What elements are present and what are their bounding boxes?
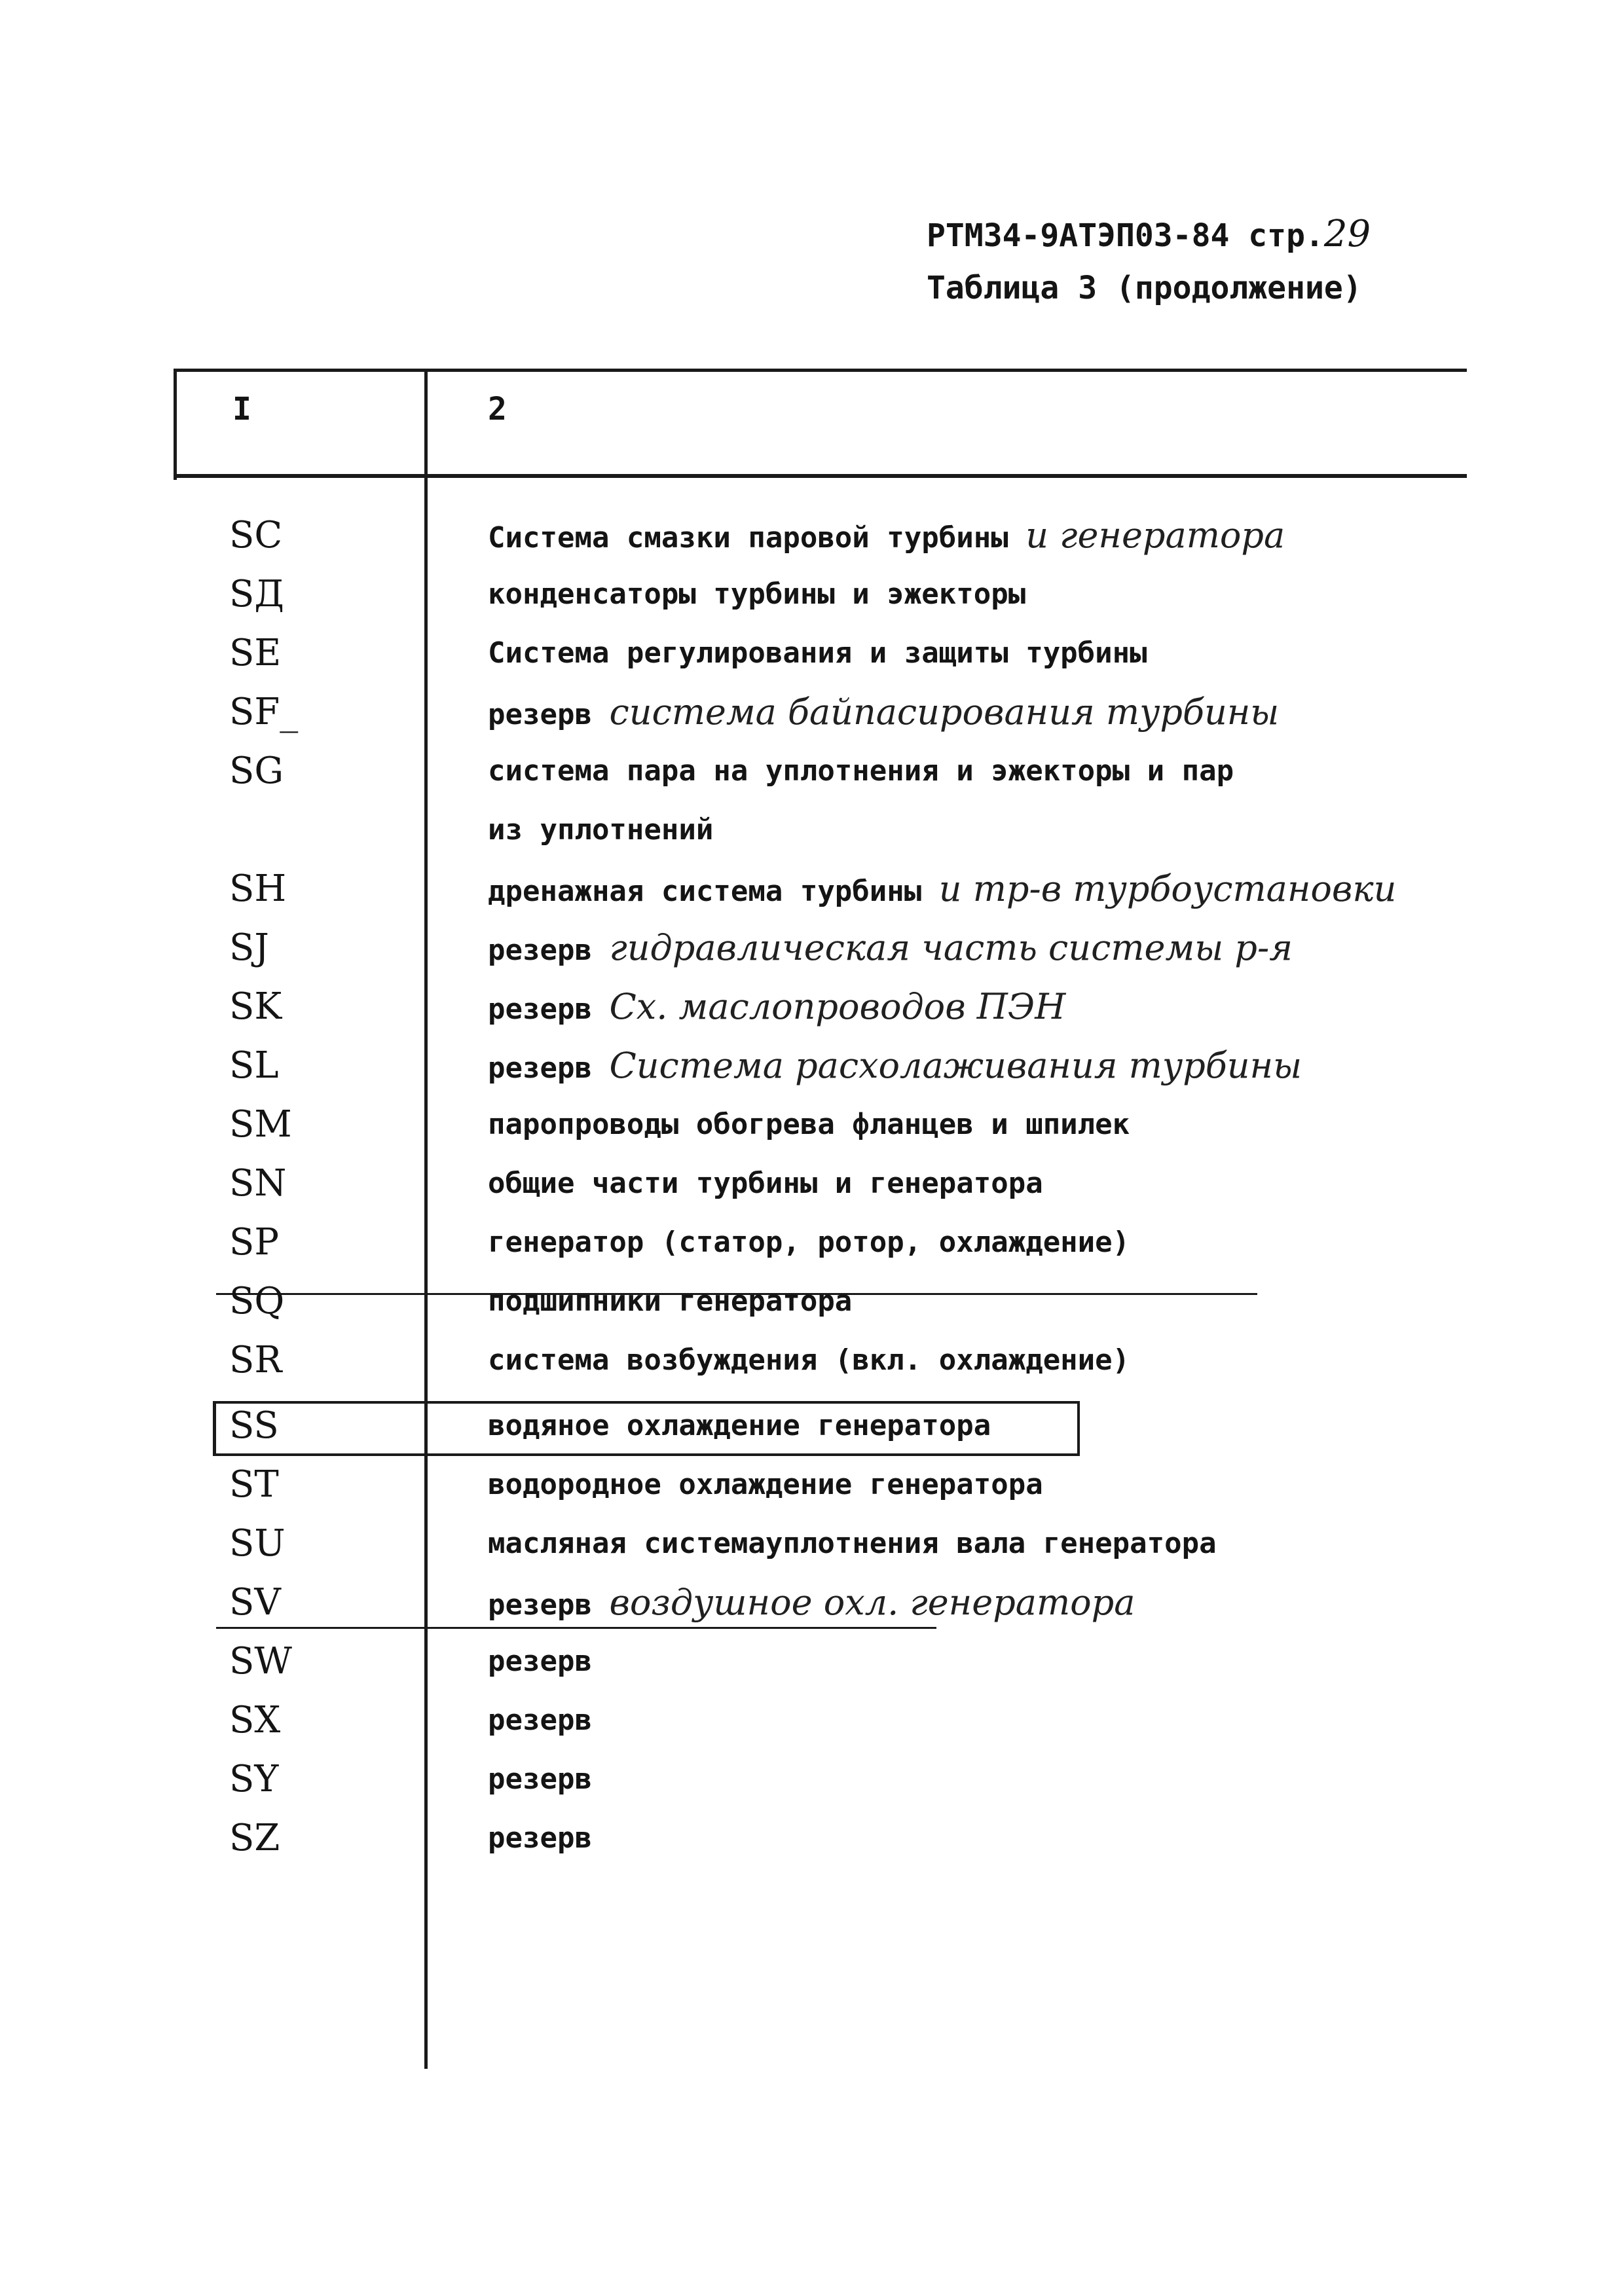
row-description xyxy=(488,869,1483,911)
row-description xyxy=(488,1760,1483,1799)
handwritten-note: Система расхолаживания турбины xyxy=(609,1045,1302,1086)
row-text: паропроводы обогрева фланцев и шпилек xyxy=(488,1108,1130,1141)
row-text: общие части турбины и генератора xyxy=(488,1167,1043,1200)
column-header-1: I xyxy=(232,391,251,428)
row-description xyxy=(488,634,1483,673)
row-description xyxy=(488,1583,1483,1625)
doc-code: РТМ34-9АТЭП03-84 стр. xyxy=(927,217,1324,254)
table-column-divider xyxy=(424,369,428,2069)
table-header-rule xyxy=(177,474,1467,478)
row-code: SД xyxy=(229,573,284,615)
row-code: SU xyxy=(229,1522,286,1565)
row-description xyxy=(488,1341,1483,1380)
row-text: резерв xyxy=(488,934,592,967)
row-text: резерв xyxy=(488,1704,592,1737)
row-code: SN xyxy=(229,1162,287,1205)
row-code: SZ xyxy=(229,1817,280,1859)
row-text: резерв xyxy=(488,1821,592,1855)
doc-code-line xyxy=(927,208,1490,262)
row-description xyxy=(488,1465,1483,1504)
row-text: система пара на уплотнения и эжекторы и пар xyxy=(488,754,1234,788)
row-text: конденсаторы турбины и эжекторы xyxy=(488,577,1026,611)
row-code: SL xyxy=(229,1044,279,1087)
row-code: SR xyxy=(229,1339,282,1381)
row-text: резерв xyxy=(488,1588,592,1622)
row-description xyxy=(488,1282,1483,1321)
row-description xyxy=(488,693,1483,735)
row-code: SS xyxy=(229,1404,279,1447)
row-text: подшипники генератора xyxy=(488,1285,853,1318)
row-description xyxy=(488,575,1483,614)
table-top-rule xyxy=(174,369,1467,372)
row-description xyxy=(488,1046,1483,1088)
row-code: SE xyxy=(229,632,282,674)
row-description xyxy=(488,928,1483,970)
column-header-2: 2 xyxy=(488,391,507,428)
row-code: SH xyxy=(229,867,287,910)
row-code: SY xyxy=(229,1758,279,1800)
row-code: SC xyxy=(229,514,283,556)
row-text: резерв xyxy=(488,1051,592,1085)
row-code: SQ xyxy=(229,1280,285,1322)
row-description-continuation xyxy=(488,811,1483,850)
row-description xyxy=(488,1524,1483,1563)
row-text: резерв xyxy=(488,698,592,731)
row-text: генератор (статор, ротор, охлаждение) xyxy=(488,1226,1130,1259)
handwritten-note: Сх. маслопроводов ПЭН xyxy=(609,986,1066,1027)
row-description xyxy=(488,1223,1483,1262)
row-code: SP xyxy=(229,1221,280,1264)
table-left-rule xyxy=(174,369,177,480)
row-text: масляная системауплотнения вала генератора xyxy=(488,1527,1217,1560)
row-text: водяное охлаждение генератора xyxy=(488,1409,991,1442)
row-description xyxy=(488,1642,1483,1681)
row-code: SJ xyxy=(229,926,269,969)
handwritten-note: и генератора xyxy=(1025,515,1285,556)
row-code: SF_ xyxy=(229,691,299,733)
page-number: 29 xyxy=(1323,213,1371,255)
row-description xyxy=(488,1105,1483,1144)
row-text: Система смазки паровой турбины xyxy=(488,521,1008,555)
row-text: дренажная система турбины xyxy=(488,875,922,908)
row-text: система возбуждения (вкл. охлаждение) xyxy=(488,1343,1130,1377)
handwritten-note: воздушное охл. генератора xyxy=(609,1582,1135,1623)
row-description xyxy=(488,1164,1483,1203)
row-text: резерв xyxy=(488,1762,592,1796)
row-text: резерв xyxy=(488,993,592,1026)
row-description xyxy=(488,987,1483,1029)
row-description xyxy=(488,752,1483,791)
row-code: SW xyxy=(229,1640,292,1683)
row-code: SG xyxy=(229,750,284,792)
row-text: из уплотнений xyxy=(488,813,714,847)
row-text: Система регулирования и защиты турбины xyxy=(488,636,1147,670)
handwritten-note: система байпасирования турбины xyxy=(609,691,1280,733)
row-underline-sv xyxy=(216,1627,936,1629)
document-header xyxy=(927,208,1490,314)
row-text: водородное охлаждение генератора xyxy=(488,1468,1043,1501)
row-description xyxy=(488,1701,1483,1740)
row-code: SM xyxy=(229,1103,292,1146)
row-description xyxy=(488,1819,1483,1858)
handwritten-note: и тр-в турбоустановки xyxy=(938,868,1397,909)
row-code: SX xyxy=(229,1699,281,1741)
handwritten-note: гидравлическая часть системы р-я xyxy=(609,927,1293,968)
row-description xyxy=(488,516,1483,558)
row-code: ST xyxy=(229,1463,279,1506)
row-code: SV xyxy=(229,1581,281,1624)
row-text: резерв xyxy=(488,1645,592,1678)
row-description xyxy=(488,1406,1483,1446)
row-code: SK xyxy=(229,985,282,1028)
table-caption: Таблица 3 (продолжение) xyxy=(927,270,1362,306)
